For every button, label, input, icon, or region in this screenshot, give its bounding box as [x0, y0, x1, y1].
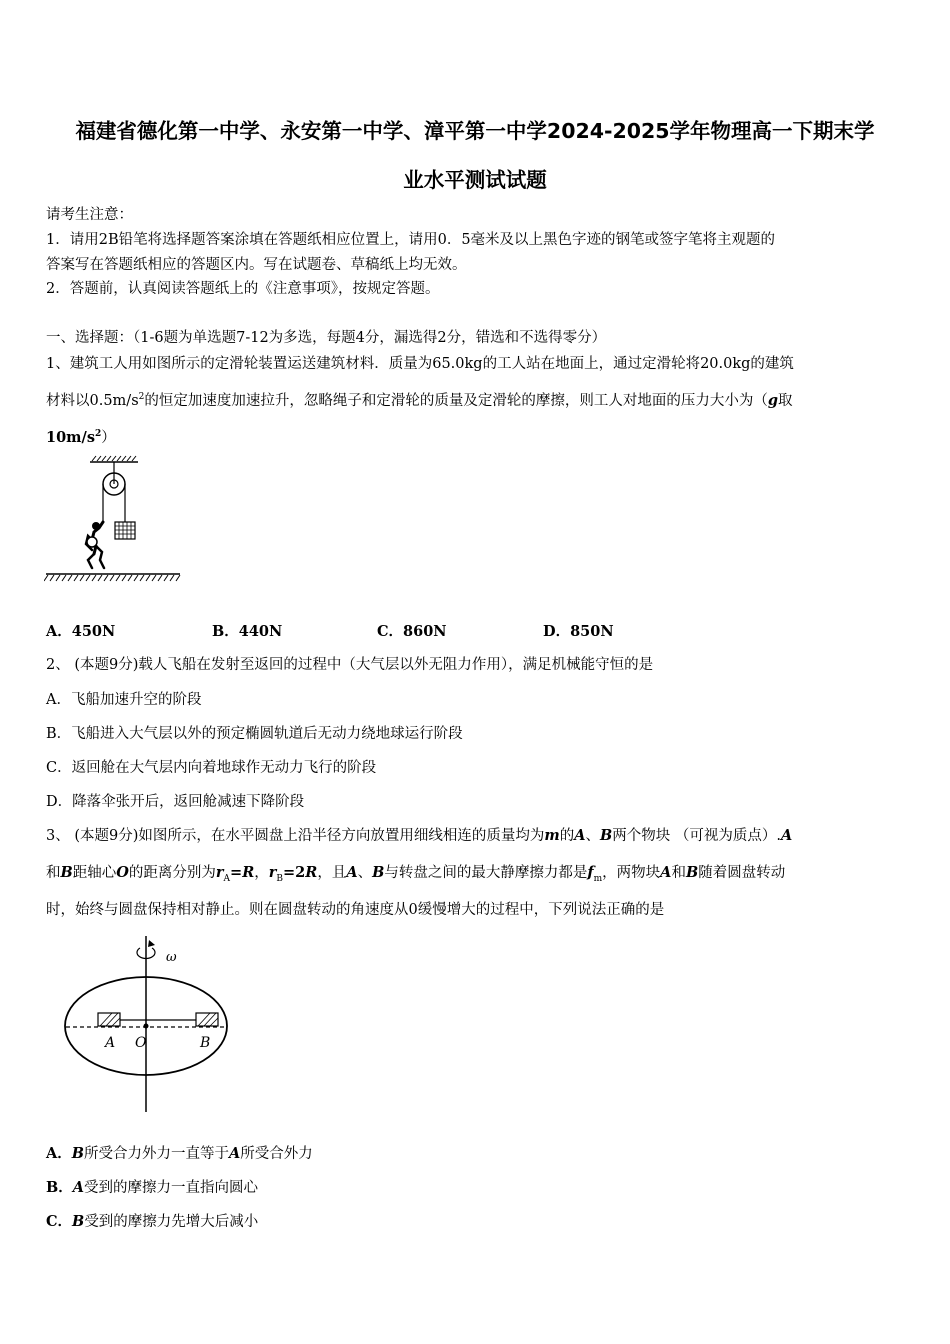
q1-line2-sup: 2 — [138, 392, 145, 403]
q3-option-b-A: A — [72, 1179, 85, 1196]
label-a: A — [105, 1035, 116, 1051]
q3-line2-d: ，且 — [317, 865, 347, 881]
q2-option-b[interactable]: B．飞船进入大气层以外的预定椭圆轨道后无动力绕地球运行阶段 — [46, 726, 463, 742]
q3-line1-c: 、 — [585, 828, 600, 844]
q3-option-a-B: B — [71, 1145, 85, 1162]
q3-line2-O: O — [116, 864, 129, 881]
q3-option-a[interactable] — [46, 1142, 313, 1163]
q3-line1-m: m — [544, 827, 560, 844]
omega-label: ω — [166, 950, 177, 965]
q3-line2-R2: R — [305, 864, 318, 881]
q1-option-d[interactable]: D．850N — [543, 623, 614, 640]
q3-line2-r1: r — [215, 864, 224, 881]
q3-line1-a: 3、 (本题9分)如图所示，在水平圆盘上沿半径方向放置用细线相连的质量均为 — [46, 828, 545, 844]
q1-line3-a: 10m/s — [46, 429, 95, 446]
q3-option-c-prefix: C． — [46, 1213, 73, 1230]
q3-line2-c: 的距离分别为 — [128, 865, 216, 881]
q1-line2-a: 材料以0.5m/s — [46, 393, 139, 409]
q3-option-c-B: B — [72, 1213, 85, 1230]
q3-line2-fm: f — [587, 864, 594, 881]
q1-option-a[interactable]: A．450N — [46, 623, 116, 640]
q1-line2-c: 取 — [778, 393, 793, 409]
q3-line2-sub1: A — [223, 873, 231, 884]
q2-option-d[interactable]: D．降落伞张开后，返回舱减速下降阶段 — [46, 794, 305, 810]
q3-line2-B: B — [60, 864, 73, 881]
q3-line2-B2: B — [372, 864, 385, 881]
q3-line1-d: 两个物块 （可视为质点）. — [612, 828, 781, 844]
q3-line1 — [46, 824, 792, 845]
q3-line2-i: 随着圆盘转动 — [698, 865, 786, 881]
q3-line1-A: A — [574, 827, 586, 844]
exam-title-line2: 业水平测试试题 — [403, 168, 547, 192]
material-box — [115, 522, 135, 539]
notice-item1-line2: 答案写在答题纸相应的答题区内。写在试题卷、草稿纸上均无效。 — [46, 257, 467, 273]
q3-line2 — [46, 861, 785, 884]
q1-option-c[interactable]: C．860N — [377, 623, 447, 640]
q3-line2-eq1: = — [230, 864, 243, 881]
q3-turntable-figure — [60, 932, 240, 1116]
q3-option-b[interactable] — [46, 1176, 258, 1197]
q3-line1-b: 的 — [559, 828, 575, 844]
q3-line1-B: B — [599, 827, 613, 844]
q3-line2-b: 距轴心 — [72, 865, 117, 881]
q1-line3 — [46, 426, 116, 447]
q3-line2-A3: A — [660, 864, 672, 881]
notice-header: 请考生注意： — [46, 207, 133, 223]
q3-option-b-suffix: 受到的摩擦力一直指向圆心 — [84, 1180, 259, 1196]
exam-title-line1: 福建省德化第一中学、永安第一中学、漳平第一中学2024-2025学年物理高一下期末学 — [75, 119, 875, 143]
q3-line3: 时，始终与圆盘保持相对静止。则在圆盘转动的角速度从0缓慢增大的过程中，下列说法正确的是 — [46, 902, 665, 918]
q3-line2-h: 和 — [671, 865, 686, 881]
ceiling-hatch — [92, 456, 136, 461]
axis-center-dot — [144, 1024, 149, 1029]
q2-option-a[interactable]: A．飞船加速升空的阶段 — [46, 692, 202, 708]
q3-line2-g: ，两物块 — [602, 865, 661, 881]
q1-pulley-figure — [44, 454, 184, 586]
q3-line2-A: A — [346, 864, 358, 881]
q3-line2-subm: m — [593, 873, 603, 884]
notice-item2: 2．答题前，认真阅读答题纸上的《注意事项》，按规定答题。 — [46, 281, 440, 297]
q3-line2-B3: B — [685, 864, 699, 881]
label-b: B — [200, 1035, 211, 1051]
q1-line1: 1、建筑工人用如图所示的定滑轮装置运送建筑材料．质量为65.0kg的工人站在地面上，通过定滑轮将20.0kg的建筑 — [46, 356, 794, 372]
q3-option-a-prefix: A． — [46, 1145, 72, 1162]
q2-option-c[interactable]: C．返回舱在大气层内向着地球作无动力飞行的阶段 — [46, 760, 377, 776]
q3-line2-R1: R — [242, 864, 255, 881]
q1-line2-b: 的恒定加速度加速拉升，忽略绳子和定滑轮的质量及定滑轮的摩擦，则工人对地面的压力大小为（ — [144, 393, 768, 409]
q3-option-c-suffix: 受到的摩擦力先增大后减小 — [84, 1214, 259, 1230]
q1-option-b[interactable]: B．440N — [212, 623, 283, 640]
q3-line2-r2: r — [268, 864, 277, 881]
q3-option-b-prefix: B． — [46, 1179, 73, 1196]
q1-line3-sup: 2 — [94, 429, 102, 440]
q1-line3-b: ） — [101, 430, 116, 446]
label-o: O — [135, 1035, 147, 1051]
notice-item1-line1: 1．请用2B铅笔将选择题答案涂填在答题纸相应位置上，请用0．5毫米及以上黑色字迹的钢笔或签字笔将主观题的 — [46, 232, 776, 248]
q2-stem: 2、 (本题9分)载人飞船在发射至返回的过程中（大气层以外无阻力作用），满足机械能守恒的是 — [46, 657, 654, 673]
q3-line2-a: 和 — [46, 865, 61, 881]
q3-option-a-A: A — [229, 1145, 241, 1162]
ground-hatch — [44, 575, 180, 581]
q3-line2-sub2: B — [276, 873, 284, 884]
q3-line2-eq2: =2 — [283, 864, 306, 881]
worker-figure — [86, 522, 104, 568]
q3-option-c[interactable] — [46, 1210, 258, 1231]
q3-line2-e: 、 — [357, 865, 373, 881]
section1-header: 一、选择题：（1-6题为单选题7-12为多选，每题4分，漏选得2分，错选和不选得零分） — [46, 330, 607, 346]
rotation-arrow-head — [148, 940, 155, 947]
q3-line2-f: 与转盘之间的最大静摩擦力都是 — [384, 865, 588, 881]
q1-line2 — [46, 389, 793, 410]
q3-line1-A2: A — [780, 827, 793, 844]
q3-option-a-suffix: 所受合外力 — [240, 1146, 313, 1162]
q1-line2-g: g — [767, 392, 779, 409]
q3-line2-comma: ， — [254, 865, 269, 881]
q3-option-a-mid: 所受合力外力一直等于 — [84, 1146, 230, 1162]
